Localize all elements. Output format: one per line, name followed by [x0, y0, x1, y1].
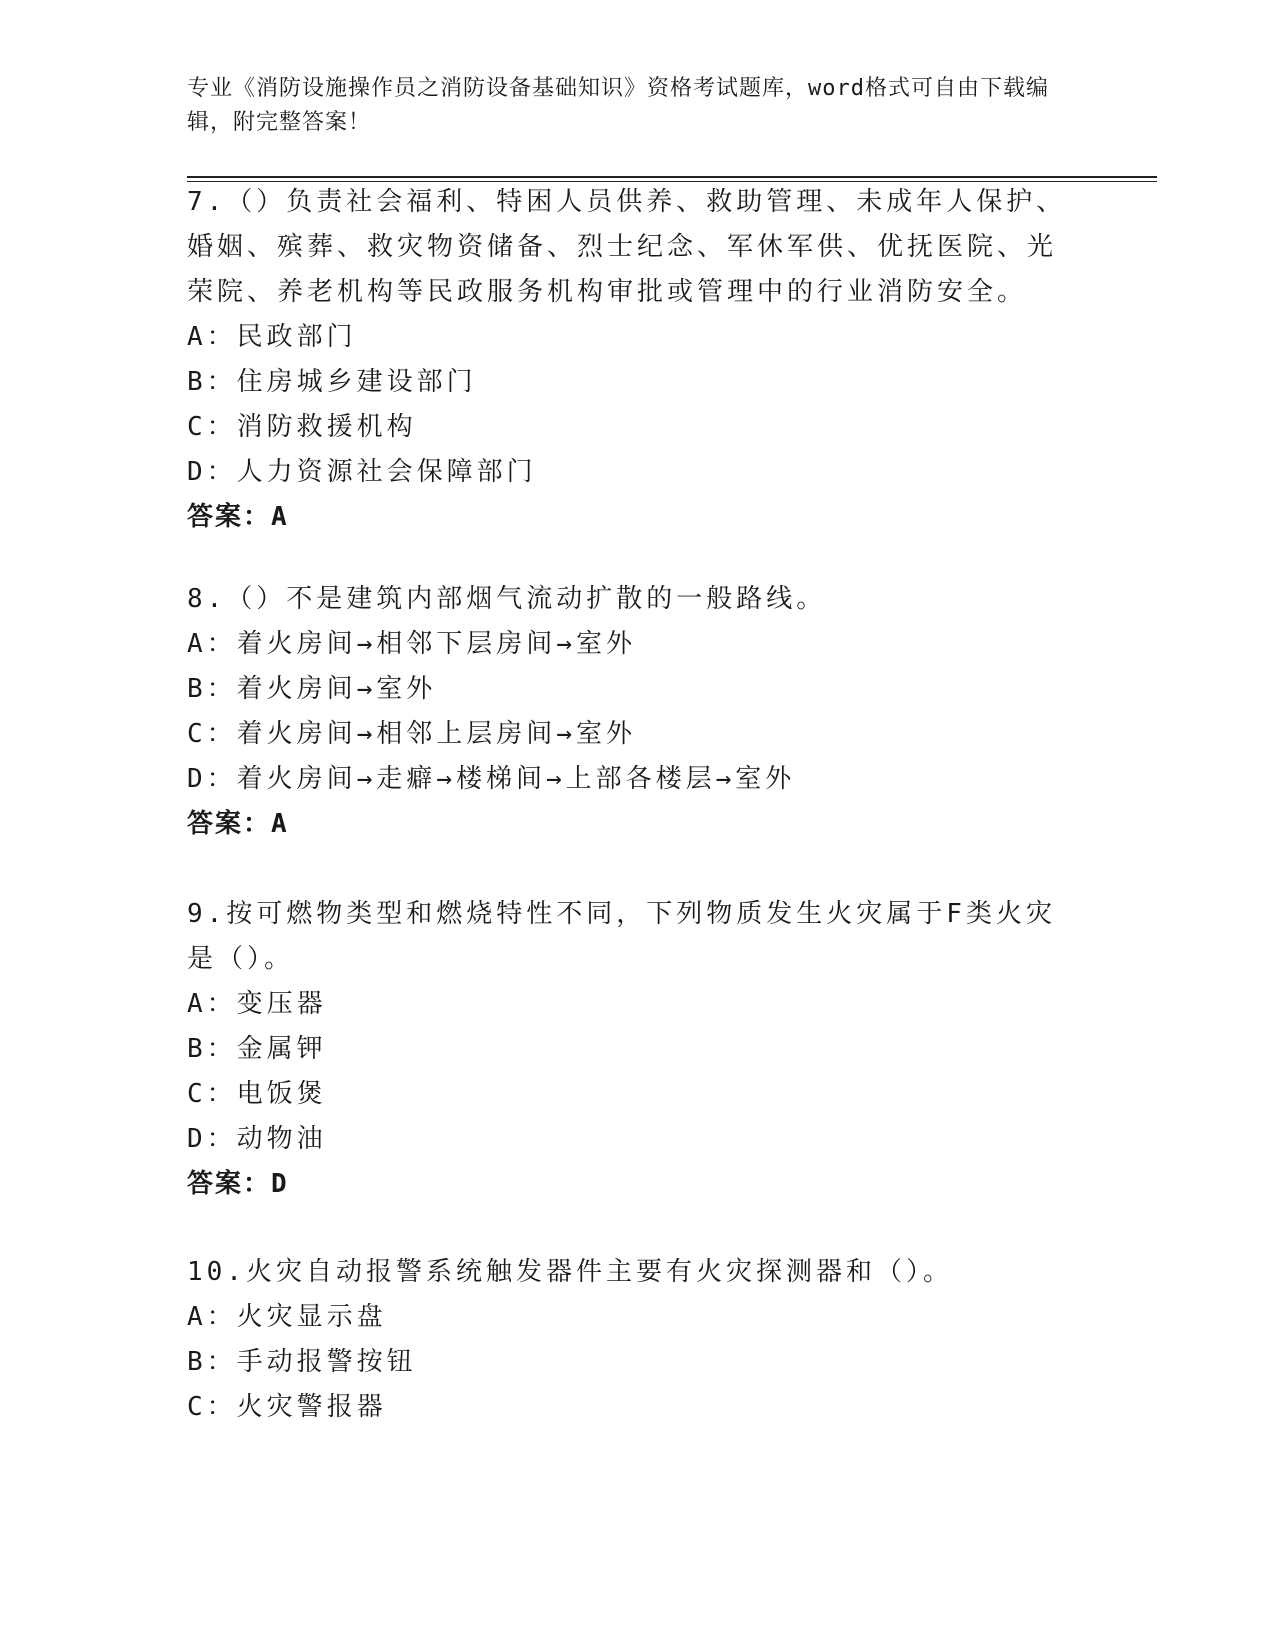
- answer-line: [187, 495, 1067, 540]
- option-a: A：民政部门: [187, 322, 357, 352]
- option-d: D：着火房间→走癖→楼梯间→上部各楼层→室外: [187, 764, 796, 794]
- answer-value: A: [271, 809, 289, 839]
- option-b: B：手动报警按钮: [187, 1347, 417, 1377]
- answer-line: [187, 802, 1067, 847]
- question-9: [187, 892, 1067, 1207]
- option-a: A：着火房间→相邻下层房间→室外: [187, 629, 636, 659]
- question-7: [187, 180, 1067, 540]
- option-c: C：着火房间→相邻上层房间→室外: [187, 719, 636, 749]
- option-b: B：金属钾: [187, 1034, 327, 1064]
- answer-value: A: [271, 502, 289, 532]
- option-b: B：住房城乡建设部门: [187, 367, 477, 397]
- question-10: [187, 1250, 1067, 1430]
- question-8: [187, 577, 1067, 847]
- question-stem: 9.按可燃物类型和燃烧特性不同，下列物质发生火灾属于F类火灾是（）。: [187, 899, 1056, 974]
- question-stem: 8.（）不是建筑内部烟气流动扩散的一般路线。: [187, 584, 827, 614]
- answer-label: 答案：: [187, 502, 272, 532]
- option-a: A：火灾显示盘: [187, 1302, 387, 1332]
- answer-line: [187, 1162, 1067, 1207]
- option-c: C：电饭煲: [187, 1079, 327, 1109]
- answer-label: 答案：: [187, 1169, 272, 1199]
- option-d: D：人力资源社会保障部门: [187, 457, 537, 487]
- option-c: C：消防救援机构: [187, 412, 417, 442]
- question-stem: 7.（）负责社会福利、特困人员供养、救助管理、未成年人保护、婚姻、殡葬、救灾物资储备、烈士纪念、军休军供、优抚医院、光荣院、养老机构等民政服务机构审批或管理中的行业消防安全。: [187, 187, 1067, 307]
- document-intro: 专业《消防设施操作员之消防设备基础知识》资格考试题库，word格式可自由下载编辑，附完整答案！: [187, 76, 1049, 135]
- option-d: D：动物油: [187, 1124, 327, 1154]
- answer-value: D: [271, 1169, 289, 1199]
- option-c: C：火灾警报器: [187, 1392, 387, 1422]
- answer-label: 答案：: [187, 809, 272, 839]
- question-stem: 10.火灾自动报警系统触发器件主要有火灾探测器和（）。: [187, 1257, 953, 1287]
- option-b: B：着火房间→室外: [187, 674, 437, 704]
- option-a: A：变压器: [187, 989, 327, 1019]
